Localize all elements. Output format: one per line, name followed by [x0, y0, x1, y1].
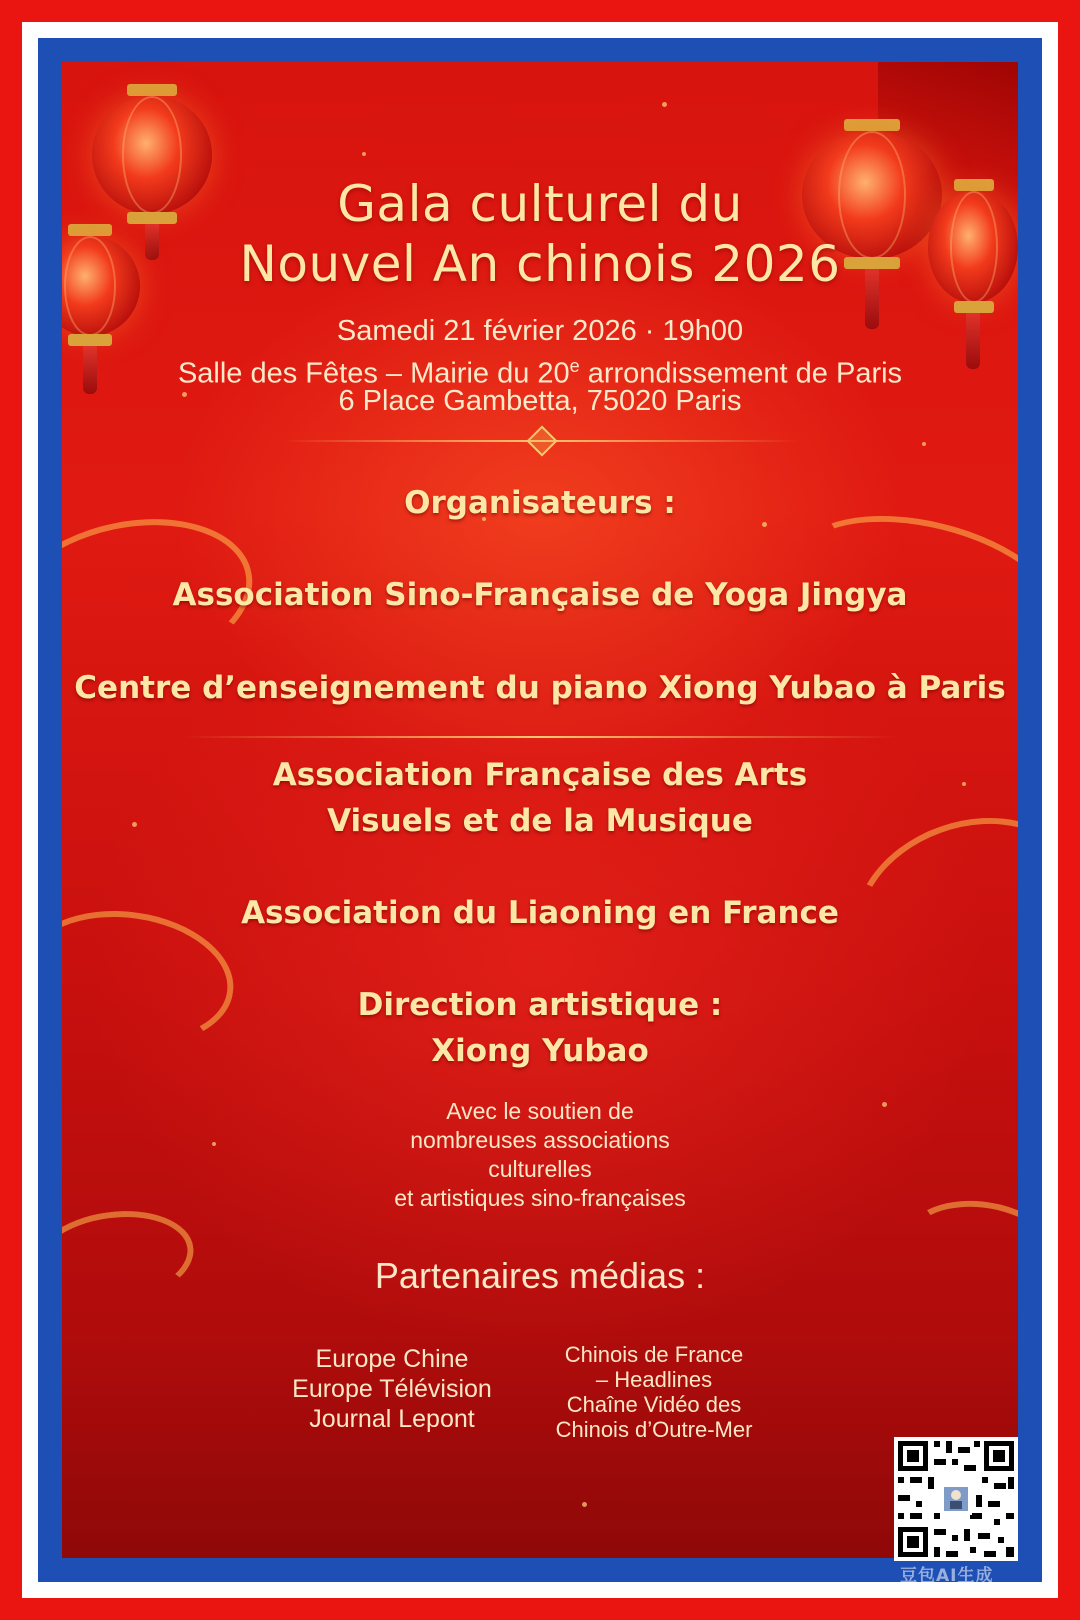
divider-ornament-icon [526, 425, 557, 456]
sparkle [582, 1502, 587, 1507]
media-partner-left: Journal Lepont [309, 1405, 475, 1433]
event-title-line-1: Gala culturel du [337, 175, 743, 233]
organiser-item: Association du Liaoning en France [241, 895, 839, 931]
event-address: 6 Place Gambetta, 75020 Paris [338, 385, 742, 417]
media-partner-right: Chinois d’Outre-Mer [555, 1417, 753, 1442]
event-title-line-2: Nouvel An chinois 2026 [239, 235, 841, 293]
media-partner-right: Chaîne Vidéo des [566, 1392, 742, 1417]
support-line: Avec le soutien de [446, 1098, 634, 1124]
media-partner-left: Europe Télévision [292, 1375, 492, 1403]
sparkle [362, 152, 366, 156]
artistic-direction-heading: Direction artistique : [357, 987, 723, 1023]
organisers-heading: Organisateurs : [404, 485, 676, 521]
venue-superscript: e [569, 356, 580, 376]
red-panel [62, 62, 1018, 1558]
support-line: et artistiques sino-françaises [394, 1185, 686, 1211]
media-partner-right: – Headlines [595, 1367, 713, 1392]
ai-watermark: 豆包AI生成 [900, 1566, 994, 1586]
sparkle [922, 442, 926, 446]
sparkle [662, 102, 667, 107]
gold-divider [182, 736, 898, 738]
qr-code-icon[interactable] [894, 1437, 1018, 1561]
media-partners-heading: Partenaires médias : [374, 1255, 706, 1296]
organiser-item: Association Française des Arts [272, 757, 808, 793]
venue-suffix: arrondissement de Paris [579, 357, 903, 390]
organiser-item: Visuels et de la Musique [327, 803, 753, 839]
event-date-time: Samedi 21 février 2026 · 19h00 [336, 315, 744, 347]
media-partner-left: Europe Chine [315, 1345, 469, 1373]
media-partner-right: Chinois de France [564, 1342, 744, 1367]
organiser-item: Centre d’enseignement du piano Xiong Yubao à Paris [74, 670, 1006, 706]
support-line: nombreuses associations [410, 1127, 670, 1153]
venue-prefix: Salle des Fêtes – Mairie du 20 [177, 357, 570, 390]
organiser-item: Association Sino-Française de Yoga Jingya [172, 577, 908, 613]
artistic-director-name: Xiong Yubao [431, 1033, 649, 1069]
support-line: culturelles [488, 1156, 592, 1182]
